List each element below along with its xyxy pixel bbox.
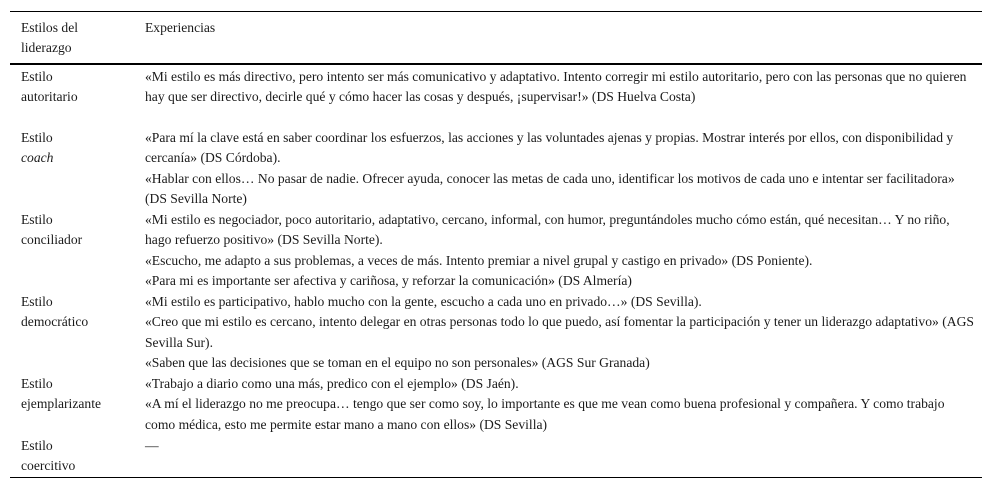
style-label-line1: Estilo bbox=[21, 294, 53, 309]
style-label-line2: coercitivo bbox=[21, 458, 76, 474]
table-row bbox=[10, 126, 982, 208]
style-label-line1: Estilo bbox=[21, 69, 53, 84]
style-cell-coercitivo bbox=[10, 434, 145, 477]
style-cell-ejemplarizante bbox=[10, 372, 145, 434]
style-label-line2: ejemplarizante bbox=[21, 396, 102, 412]
style-label-line1: Estilo bbox=[21, 212, 53, 227]
table-row bbox=[10, 208, 982, 290]
style-cell-autoritario bbox=[10, 65, 145, 126]
experiences-cell bbox=[145, 434, 982, 477]
header-experiences-cell bbox=[145, 12, 982, 63]
style-label-line2: conciliador bbox=[21, 232, 83, 248]
quote: «Para mí la clave está en saber coordinar los esfuerzos, las acciones y las voluntades ajenas y propias. Mostrar interés por ellos, con disponibilidad y cercanía» (DS Córdoba). bbox=[145, 130, 954, 166]
experiences-cell bbox=[145, 126, 982, 208]
header-styles-line1: Estilos del bbox=[21, 20, 79, 35]
style-cell-democratico bbox=[10, 290, 145, 372]
quote: «Mi estilo es negociador, poco autoritario, adaptativo, cercano, informal, con humor, preguntándoles mucho cómo están, qué necesitan… Y no riño, hago refuerzo positivo» (DS Sevilla Norte). bbox=[145, 212, 950, 248]
quote: «Mi estilo es participativo, hablo mucho con la gente, escucho a cada uno en privado…» (DS Sevilla). bbox=[145, 294, 702, 309]
table-header-row bbox=[10, 12, 982, 65]
experiences-cell bbox=[145, 290, 982, 372]
quote: «Saben que las decisiones que se toman en el equipo no son personales» (AGS Sur Granada) bbox=[145, 354, 650, 370]
experiences-cell bbox=[145, 208, 982, 290]
table-row bbox=[10, 65, 982, 126]
table-row bbox=[10, 290, 982, 372]
style-label-line1: Estilo bbox=[21, 438, 53, 453]
empty-dash: — bbox=[145, 438, 159, 453]
quote: «A mí el liderazgo no me preocupa… tengo que ser como soy, lo importante es que me vean como buena profesional y compañera. Y como trabajo como médica, esto me permite estar mano a mano con ellos» (DS Sevilla) bbox=[145, 396, 945, 432]
quote: «Hablar con ellos… No pasar de nadie. Ofrecer ayuda, conocer las metas de cada uno, identificar los motivos de cada uno e intentar ser facilitadora» (DS Sevilla Norte) bbox=[145, 170, 955, 206]
header-styles-line2: liderazgo bbox=[21, 40, 72, 56]
header-styles-cell bbox=[10, 12, 145, 63]
table-row bbox=[10, 434, 982, 477]
quote: «Creo que mi estilo es cercano, intento delegar en otras personas todo lo que puedo, así fomentar la participación y tener un liderazgo adaptativo» (AGS Sevilla Sur). bbox=[145, 314, 974, 350]
quote: «Escucho, me adapto a sus problemas, a veces de más. Intento premiar a nivel grupal y castigo en privado» (DS Poniente). bbox=[145, 252, 813, 268]
quote: «Para mi es importante ser afectiva y cariñosa, y reforzar la comunicación» (DS Almería) bbox=[145, 272, 632, 288]
style-label-emphasis: coach bbox=[21, 150, 54, 166]
style-label-line1 bbox=[21, 128, 145, 169]
style-label-word: Estilo bbox=[21, 130, 53, 145]
header-experiences-label: Experiencias bbox=[145, 20, 216, 35]
style-label-line2: democrático bbox=[21, 314, 89, 330]
table-row bbox=[10, 372, 982, 434]
style-cell-conciliador bbox=[10, 208, 145, 290]
style-label-line1: Estilo bbox=[21, 376, 53, 391]
leadership-table bbox=[10, 11, 982, 478]
experiences-cell bbox=[145, 372, 982, 434]
style-cell-coach bbox=[10, 126, 145, 208]
quote: «Trabajo a diario como una más, predico con el ejemplo» (DS Jaén). bbox=[145, 376, 519, 391]
style-label-line2: autoritario bbox=[21, 89, 78, 105]
quote: «Mi estilo es más directivo, pero intento ser más comunicativo y adaptativo. Intento corregir mi estilo autoritario, pero con las personas que no quieren hay que ser directivo, decirle qué y cómo hacer las cosas y después, ¡supervisar!» (DS Huelva Costa) bbox=[145, 69, 967, 105]
experiences-cell bbox=[145, 65, 982, 126]
